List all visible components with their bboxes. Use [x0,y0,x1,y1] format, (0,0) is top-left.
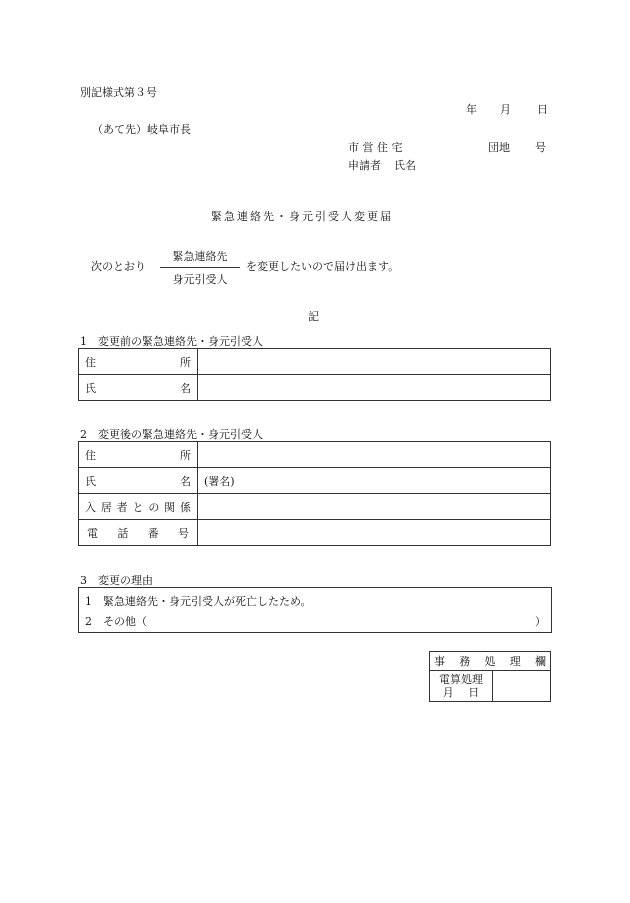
section2-row-address [79,442,551,468]
date-year-label: 年 [466,103,477,116]
name-label: 氏 名 [79,468,198,494]
new-address-field[interactable] [198,442,551,468]
name-label: 氏 名 [79,375,198,401]
form-number: 別記様式第３号 [80,86,157,99]
phone-field[interactable] [198,520,551,546]
danchi-label: 団地 [488,141,510,154]
section1-row-address [79,349,551,375]
fraction-bar [160,267,240,268]
section2-row-name [79,468,551,494]
ki-label: 記 [308,310,319,323]
office-use-box [429,651,551,702]
intro-fraction [160,248,240,287]
intro-prefix: 次のとおり [91,260,146,273]
prev-name-field[interactable] [198,375,551,401]
reason-option-2-close: ） [535,615,546,628]
reason-option-2[interactable]: 2 その他（ [85,615,147,628]
relation-field[interactable] [198,494,551,520]
addressee: （あて先）岐阜市長 [92,123,191,136]
section1-heading: 1 変更前の緊急連絡先・身元引受人 [80,335,263,348]
address-label: 住 所 [79,349,198,375]
section2-table [78,441,551,546]
relation-label: 入 居 者 と の 関 係 [79,494,198,520]
office-use-header: 事 務 処 理 欄 [430,652,551,671]
intro-numerator: 緊急連絡先 [172,250,228,263]
section2-heading: 2 変更後の緊急連絡先・身元引受人 [80,428,263,441]
section2-row-phone [79,520,551,546]
document-title: 緊急連絡先・身元引受人変更届 [211,210,393,223]
reason-option-1[interactable]: 1 緊急連絡先・身元引受人が死亡したため。 [85,595,312,608]
section3-heading: 3 変更の理由 [80,574,153,587]
date-month-label: 月 [500,103,511,116]
reason-box [78,587,552,633]
housing-label: 市 営 住 宅 [348,141,403,154]
section2-row-relation [79,494,551,520]
intro-suffix: を変更したいので届け出ます。 [246,260,400,273]
new-name-field[interactable]: (署名) [198,468,551,494]
date-day-label: 日 [537,103,548,116]
prev-address-field[interactable] [198,349,551,375]
applicant-label: 申請者 [348,159,381,172]
intro-denominator: 身元引受人 [172,273,228,286]
section1-table [78,348,551,401]
office-stamp-cell [493,671,551,702]
phone-label: 電 話 番 号 [79,520,198,546]
go-label: 号 [535,141,546,154]
computer-processing-cell: 電算処理 月 日 [430,671,493,702]
section1-row-name [79,375,551,401]
applicant-name-label: 氏名 [394,159,416,172]
address-label: 住 所 [79,442,198,468]
